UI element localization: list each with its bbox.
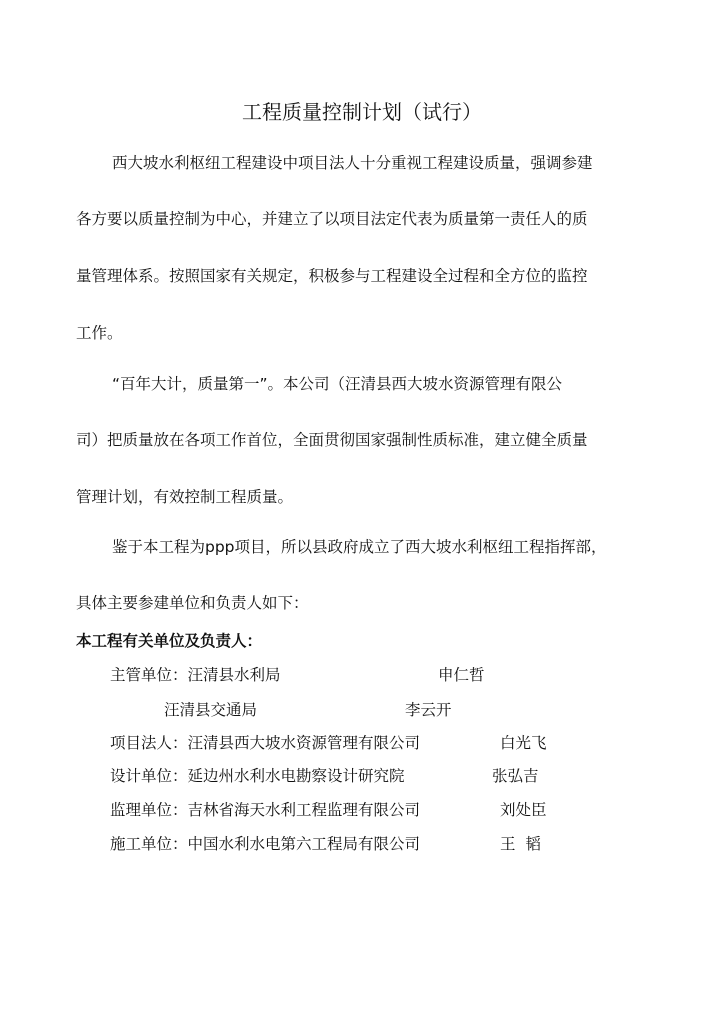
unit-row-4-person: 张弘吉: [492, 767, 539, 785]
unit-row-5-person: 刘处臣: [500, 801, 547, 819]
unit-row-3-label: 项目法人：汪清县西大坡水资源管理有限公司: [110, 734, 421, 752]
paragraph-1-line-1: 西大坡水利枢纽工程建设中项目法人十分重视工程建设质量，强调参建: [112, 154, 593, 172]
units-heading: 本工程有关单位及负责人：: [76, 632, 263, 650]
unit-row-3-person: 白光飞: [500, 734, 547, 752]
paragraph-1-line-3: 量管理体系。按照国家有关规定，积极参与工程建设全过程和全方位的监控: [76, 267, 588, 285]
unit-row-2-label: 汪清县交通局: [164, 701, 258, 719]
paragraph-2-line-1: “百年大计，质量第一”。本公司（汪清县西大坡水资源管理有限公: [112, 375, 563, 393]
unit-row-4-label: 设计单位：延边州水利水电勘察设计研究院: [110, 767, 405, 785]
paragraph-1-line-2: 各方要以质量控制为中心，并建立了以项目法定代表为质量第一责任人的质: [76, 210, 588, 228]
paragraph-3-line-2: 具体主要参建单位和负责人如下：: [76, 594, 309, 612]
document-title: 工程质量控制计划（试行）: [242, 100, 482, 124]
unit-row-1-person: 申仁哲: [438, 666, 485, 684]
paragraph-2-line-2: 司）把质量放在各项工作首位，全面贯彻国家强制性质标准，建立健全质量: [76, 431, 588, 449]
unit-row-5-label: 监理单位：吉林省海天水利工程监理有限公司: [110, 801, 421, 819]
paragraph-2-line-3: 管理计划，有效控制工程质量。: [76, 488, 294, 506]
unit-row-6-label: 施工单位：中国水利水电第六工程局有限公司: [110, 835, 421, 853]
unit-row-1-label: 主管单位：汪清县水利局: [110, 666, 281, 684]
paragraph-3-line-1: 鉴于本工程为ppp项目，所以县政府成立了西大坡水利枢纽工程指挥部，: [112, 538, 607, 556]
unit-row-6-person: 王 韬: [500, 835, 541, 853]
unit-row-2-person: 李云开: [405, 701, 452, 719]
paragraph-1-line-4: 工作。: [76, 324, 123, 342]
